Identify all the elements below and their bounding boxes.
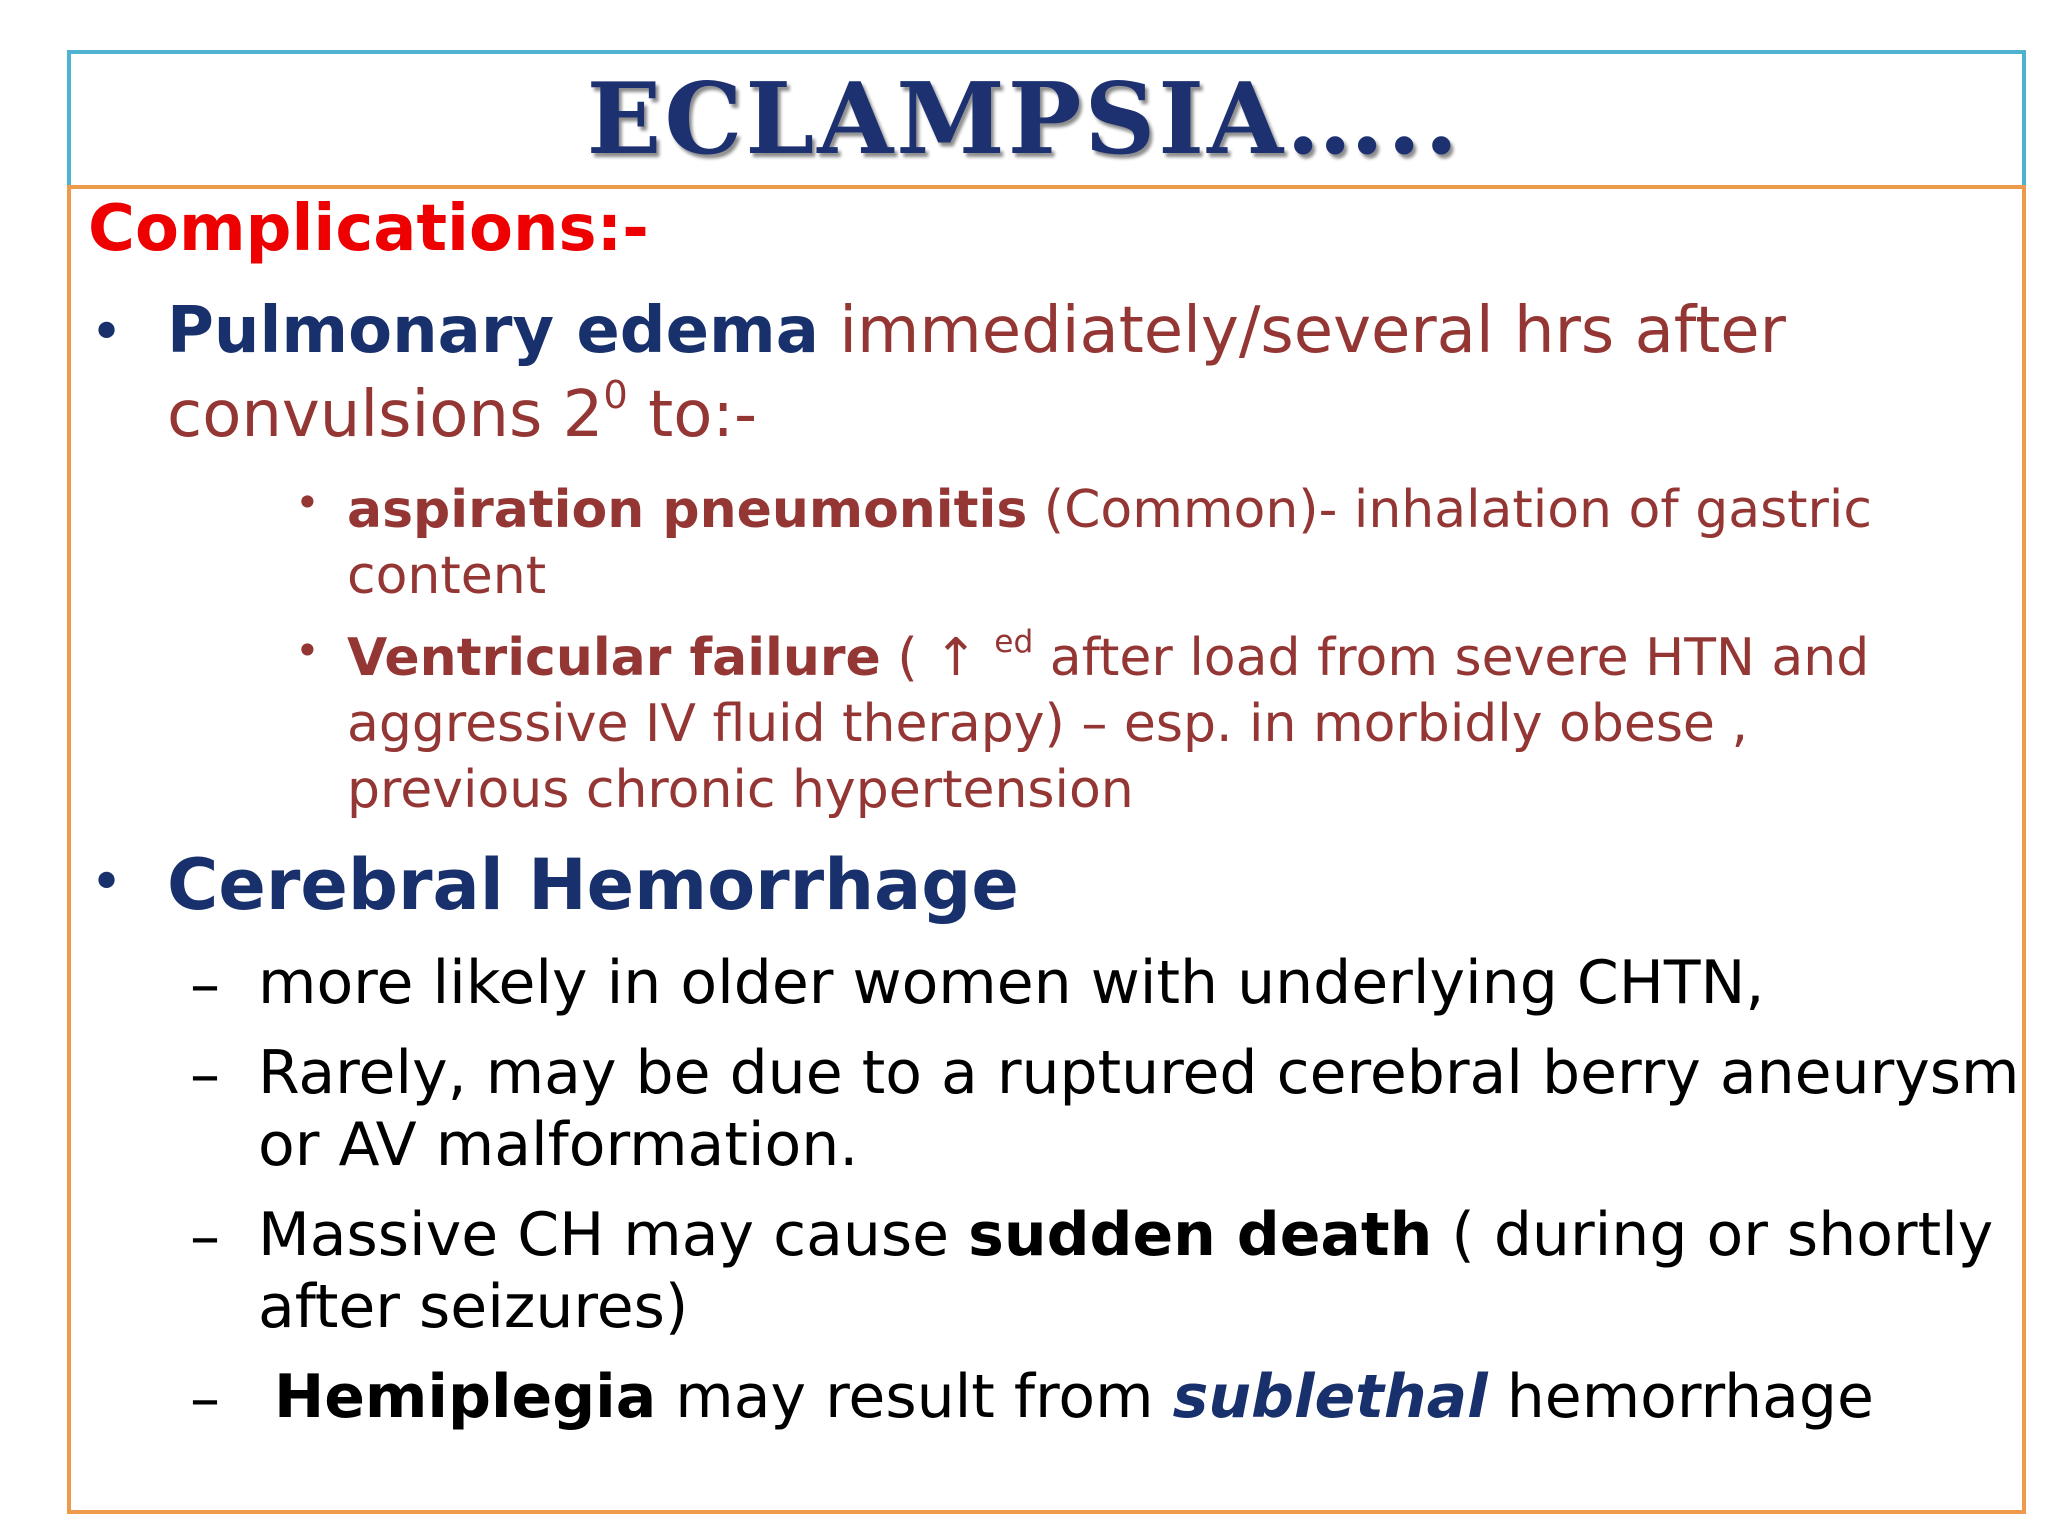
dash-1: – xyxy=(190,950,220,1020)
bullet-ventricular: • xyxy=(295,626,320,675)
dash-4: – xyxy=(190,1364,220,1434)
cerebral-item-2-line-2: or AV malformation. xyxy=(258,1110,859,1180)
item3-text-c: ( during or shortly xyxy=(1432,1200,1994,1270)
pulmonary-sup: 0 xyxy=(603,372,628,418)
bullet-aspiration: • xyxy=(295,478,320,527)
slide-title: ECLAMPSIA….. xyxy=(586,62,1462,177)
cerebral-item-3-line-2: after seizures) xyxy=(258,1272,689,1342)
dash-2: – xyxy=(190,1040,220,1110)
complications-heading: Complications:- xyxy=(88,192,649,266)
aspiration-line-2: content xyxy=(347,546,547,606)
item4-text-b: may result from xyxy=(656,1362,1173,1432)
ventricular-text-a: ( ↑ xyxy=(880,628,995,688)
item4-sublethal: sublethal xyxy=(1172,1362,1488,1432)
ventricular-lead: Ventricular failure xyxy=(347,628,881,688)
cerebral-heading: Cerebral Hemorrhage xyxy=(167,844,1019,926)
pulmonary-text-c: to:- xyxy=(627,378,758,452)
bullet-pulmonary: • xyxy=(90,300,124,365)
item3-text-a: Massive CH may cause xyxy=(258,1200,969,1270)
pulmonary-text-a: immediately/several hrs after xyxy=(818,294,1786,368)
aspiration-text-a: (Common)- inhalation of gastric xyxy=(1027,480,1872,540)
ventricular-line-2: aggressive IV fluid therapy) – esp. in morbidly obese , xyxy=(347,694,1748,754)
ventricular-text-b: after load from severe HTN and xyxy=(1033,628,1870,688)
ventricular-line-3: previous chronic hypertension xyxy=(347,760,1134,820)
cerebral-item-3-line-1 xyxy=(258,1200,1993,1270)
dash-3: – xyxy=(190,1202,220,1272)
cerebral-item-1: more likely in older women with underlying CHTN, xyxy=(258,948,1765,1018)
pulmonary-lead: Pulmonary edema xyxy=(167,294,819,368)
pulmonary-text-b: convulsions 2 xyxy=(167,378,604,452)
cerebral-item-2-line-1: Rarely, may be due to a ruptured cerebral berry aneurysm xyxy=(258,1038,2020,1108)
item4-text-d: hemorrhage xyxy=(1487,1362,1874,1432)
cerebral-item-4 xyxy=(274,1362,1874,1432)
item4-hemiplegia: Hemiplegia xyxy=(274,1362,657,1432)
pulmonary-line-2 xyxy=(167,372,758,452)
bullet-cerebral: • xyxy=(90,850,124,915)
ventricular-line-1 xyxy=(347,624,1870,688)
aspiration-line-1 xyxy=(347,480,1872,540)
aspiration-lead: aspiration pneumonitis xyxy=(347,480,1028,540)
item3-sudden-death: sudden death xyxy=(968,1200,1433,1270)
pulmonary-line-1 xyxy=(167,294,1786,368)
ventricular-sup: ed xyxy=(994,624,1034,660)
